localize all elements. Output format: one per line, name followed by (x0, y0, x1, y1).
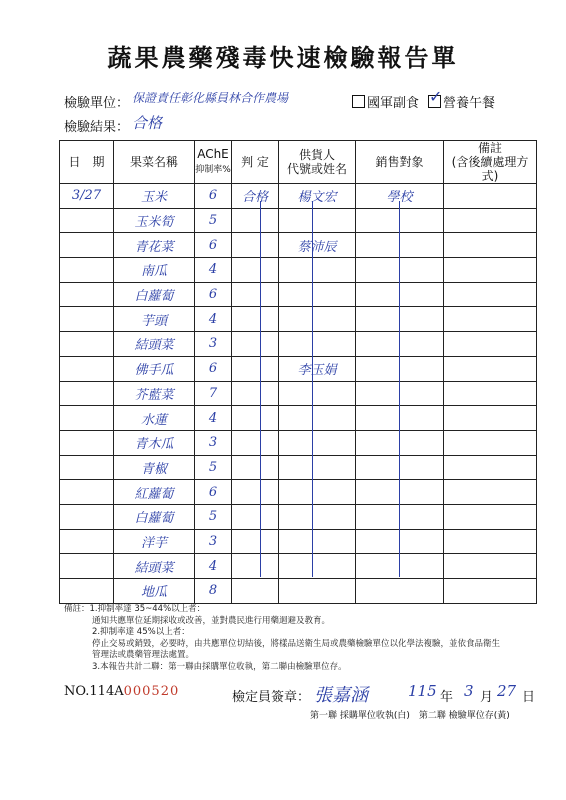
cell-date (60, 381, 114, 406)
cell-ache: 7 (195, 381, 232, 406)
cell-remarks (444, 356, 537, 381)
cell-remarks (444, 258, 537, 283)
cell-date (60, 208, 114, 233)
header-ache-sub: 抑制率% (195, 165, 231, 175)
cell-ache: 6 (195, 184, 232, 209)
cell-vegetable: 芥藍菜 (114, 381, 195, 406)
cell-remarks (444, 529, 537, 554)
cell-remarks (444, 307, 537, 332)
cell-date: 3/27 (60, 184, 114, 209)
cell-date (60, 579, 114, 604)
note-line: 停止交易或銷毀，必要時，由共應單位切結後，將樣品送衛生局或農藥檢驗單位以化學法複驗，並依食品衛生 (92, 638, 501, 649)
table-row (60, 455, 537, 480)
notes-block (64, 604, 500, 673)
cell-judge (232, 554, 279, 579)
cell-supplier: 李玉娟 (279, 356, 356, 381)
date-year: 115 (408, 682, 437, 700)
cell-judge (232, 579, 279, 604)
cell-vegetable: 洋芋 (114, 529, 195, 554)
table-row (60, 233, 537, 258)
result-label: 檢驗結果： (64, 120, 130, 135)
cell-sales (356, 579, 444, 604)
table-row (60, 406, 537, 431)
unit-value: 保證責任彰化縣員林合作農場 (132, 91, 289, 105)
table-header-row (60, 141, 537, 184)
header-date: 日 期 (60, 141, 114, 184)
table-row (60, 208, 537, 233)
cell-vegetable: 玉米筍 (114, 208, 195, 233)
cell-judge (232, 430, 279, 455)
table-row (60, 480, 537, 505)
table-row (60, 504, 537, 529)
cell-remarks (444, 455, 537, 480)
cell-judge (232, 381, 279, 406)
cell-ache: 8 (195, 579, 232, 604)
note-line: 3.本報告共計二聯：第一聯由採購單位收執，第二聯由檢驗單位存。 (92, 661, 347, 672)
cell-supplier (279, 529, 356, 554)
serial-number (64, 684, 179, 699)
inspector-label: 檢定員簽章： (232, 690, 311, 705)
table-row (60, 430, 537, 455)
date-day: 27 (497, 682, 517, 700)
cell-vegetable: 青椒 (114, 455, 195, 480)
cell-supplier (279, 554, 356, 579)
military-checkbox[interactable] (352, 95, 365, 108)
cell-ache: 4 (195, 554, 232, 579)
cell-date (60, 356, 114, 381)
cell-date (60, 332, 114, 357)
table-row (60, 184, 537, 209)
meal-checkbox[interactable] (428, 87, 443, 108)
cell-supplier (279, 208, 356, 233)
inspection-table (59, 140, 537, 604)
table-row (60, 258, 537, 283)
cell-ache: 6 (195, 480, 232, 505)
header-supplier (279, 141, 356, 184)
cell-date (60, 529, 114, 554)
note-line: 通知共應單位延期採收或改善，並對農民進行用藥迴避及教育。 (92, 615, 331, 626)
cell-supplier: 楊文宏 (279, 184, 356, 209)
table-body (60, 184, 537, 604)
table-row (60, 554, 537, 579)
inspector-signature: 張嘉涵 (314, 685, 368, 706)
cell-vegetable: 青木瓜 (114, 430, 195, 455)
unit-label: 檢驗單位： (64, 96, 130, 111)
option-meal-label: 營養午餐 (443, 96, 496, 111)
cell-ache: 3 (195, 430, 232, 455)
sales-ditto-line (399, 201, 400, 577)
cell-remarks (444, 332, 537, 357)
note-line: 備註：1.抑制率達 35~44%以上者： (64, 604, 206, 614)
cell-supplier (279, 579, 356, 604)
header-sales: 銷售對象 (356, 141, 444, 184)
cell-judge (232, 282, 279, 307)
cell-date (60, 455, 114, 480)
table-row (60, 381, 537, 406)
table-row (60, 529, 537, 554)
cell-date (60, 233, 114, 258)
header-supplier-sub: 代號或姓名 (286, 162, 347, 176)
form-title: 蔬果農藥殘毒快速檢驗報告單 (107, 43, 459, 72)
header-supplier-title: 供貨人 (298, 148, 335, 162)
cell-ache: 4 (195, 307, 232, 332)
cell-vegetable: 水蓮 (114, 406, 195, 431)
cell-supplier (279, 282, 356, 307)
supplier-ditto-line (312, 201, 313, 577)
cell-supplier (279, 381, 356, 406)
cell-remarks (444, 233, 537, 258)
cell-vegetable: 結頭菜 (114, 332, 195, 357)
cell-judge (232, 504, 279, 529)
table-row (60, 282, 537, 307)
cell-ache: 6 (195, 282, 232, 307)
cell-supplier (279, 480, 356, 505)
header-ache (195, 141, 232, 184)
cell-date (60, 307, 114, 332)
header-judge: 判 定 (232, 141, 279, 184)
cell-judge (232, 480, 279, 505)
cell-supplier (279, 332, 356, 357)
cell-judge: 合格 (232, 184, 279, 209)
cell-remarks (444, 208, 537, 233)
header-ache-title: AChE (197, 147, 229, 161)
cell-date (60, 406, 114, 431)
cell-judge (232, 307, 279, 332)
cell-date (60, 258, 114, 283)
cell-ache: 4 (195, 406, 232, 431)
cell-judge (232, 529, 279, 554)
serial-prefix: NO.114A (64, 684, 124, 699)
cell-remarks (444, 480, 537, 505)
cell-judge (232, 233, 279, 258)
header-remarks-sub: (含後續處理方式) (451, 155, 529, 183)
cell-remarks (444, 579, 537, 604)
cell-supplier (279, 455, 356, 480)
cell-judge (232, 258, 279, 283)
cell-vegetable: 南瓜 (114, 258, 195, 283)
cell-remarks (444, 504, 537, 529)
note-line: 2.抑制率達 45%以上者： (92, 627, 190, 637)
cell-remarks (444, 282, 537, 307)
header-remarks (444, 141, 537, 184)
cell-vegetable: 青花菜 (114, 233, 195, 258)
cell-ache: 6 (195, 356, 232, 381)
cell-judge (232, 356, 279, 381)
cell-date (60, 430, 114, 455)
note-line: 管理法或農藥管理法處置。 (92, 650, 195, 660)
cell-supplier: 蔡沛辰 (279, 233, 356, 258)
header-remarks-title: 備註 (477, 141, 502, 155)
option-military[interactable] (352, 92, 419, 111)
cell-supplier (279, 430, 356, 455)
copy-footer: 第一聯 採購單位收執(白) 第二聯 檢驗單位存(黃) (310, 711, 510, 721)
cell-judge (232, 455, 279, 480)
cell-judge (232, 332, 279, 357)
table-row (60, 307, 537, 332)
cell-vegetable: 芋頭 (114, 307, 195, 332)
cell-vegetable: 佛手瓜 (114, 356, 195, 381)
cell-vegetable: 白蘿蔔 (114, 504, 195, 529)
cell-ache: 5 (195, 208, 232, 233)
cell-ache: 6 (195, 233, 232, 258)
serial-digits: 000520 (123, 684, 180, 699)
cell-judge (232, 208, 279, 233)
cell-vegetable: 玉米 (114, 184, 195, 209)
cell-supplier (279, 307, 356, 332)
option-meal[interactable] (428, 87, 496, 111)
cell-date (60, 282, 114, 307)
date-month-label: 月 (480, 690, 494, 705)
cell-judge (232, 406, 279, 431)
cell-supplier (279, 258, 356, 283)
date-month: 3 (464, 682, 474, 700)
cell-date (60, 504, 114, 529)
cell-vegetable: 白蘿蔔 (114, 282, 195, 307)
cell-ache: 3 (195, 332, 232, 357)
cell-remarks (444, 430, 537, 455)
option-military-label: 國軍副食 (367, 96, 420, 111)
date-day-label: 日 (522, 690, 536, 705)
check-mark-icon: ✓ (429, 87, 443, 106)
cell-date (60, 480, 114, 505)
cell-ache: 5 (195, 504, 232, 529)
cell-supplier (279, 406, 356, 431)
judge-ditto-line (260, 201, 261, 577)
table-row (60, 356, 537, 381)
table-row (60, 579, 537, 604)
cell-vegetable: 紅蘿蔔 (114, 480, 195, 505)
date-year-label: 年 (440, 690, 454, 705)
cell-ache: 5 (195, 455, 232, 480)
header-vegetable: 果菜名稱 (114, 141, 195, 184)
cell-supplier (279, 504, 356, 529)
cell-vegetable: 地瓜 (114, 579, 195, 604)
table-row (60, 332, 537, 357)
cell-ache: 3 (195, 529, 232, 554)
cell-remarks (444, 381, 537, 406)
cell-date (60, 554, 114, 579)
result-value: 合格 (132, 114, 163, 132)
cell-sales: 學校 (356, 184, 444, 209)
cell-remarks (444, 406, 537, 431)
cell-vegetable: 結頭菜 (114, 554, 195, 579)
cell-remarks (444, 184, 537, 209)
cell-ache: 4 (195, 258, 232, 283)
cell-remarks (444, 554, 537, 579)
